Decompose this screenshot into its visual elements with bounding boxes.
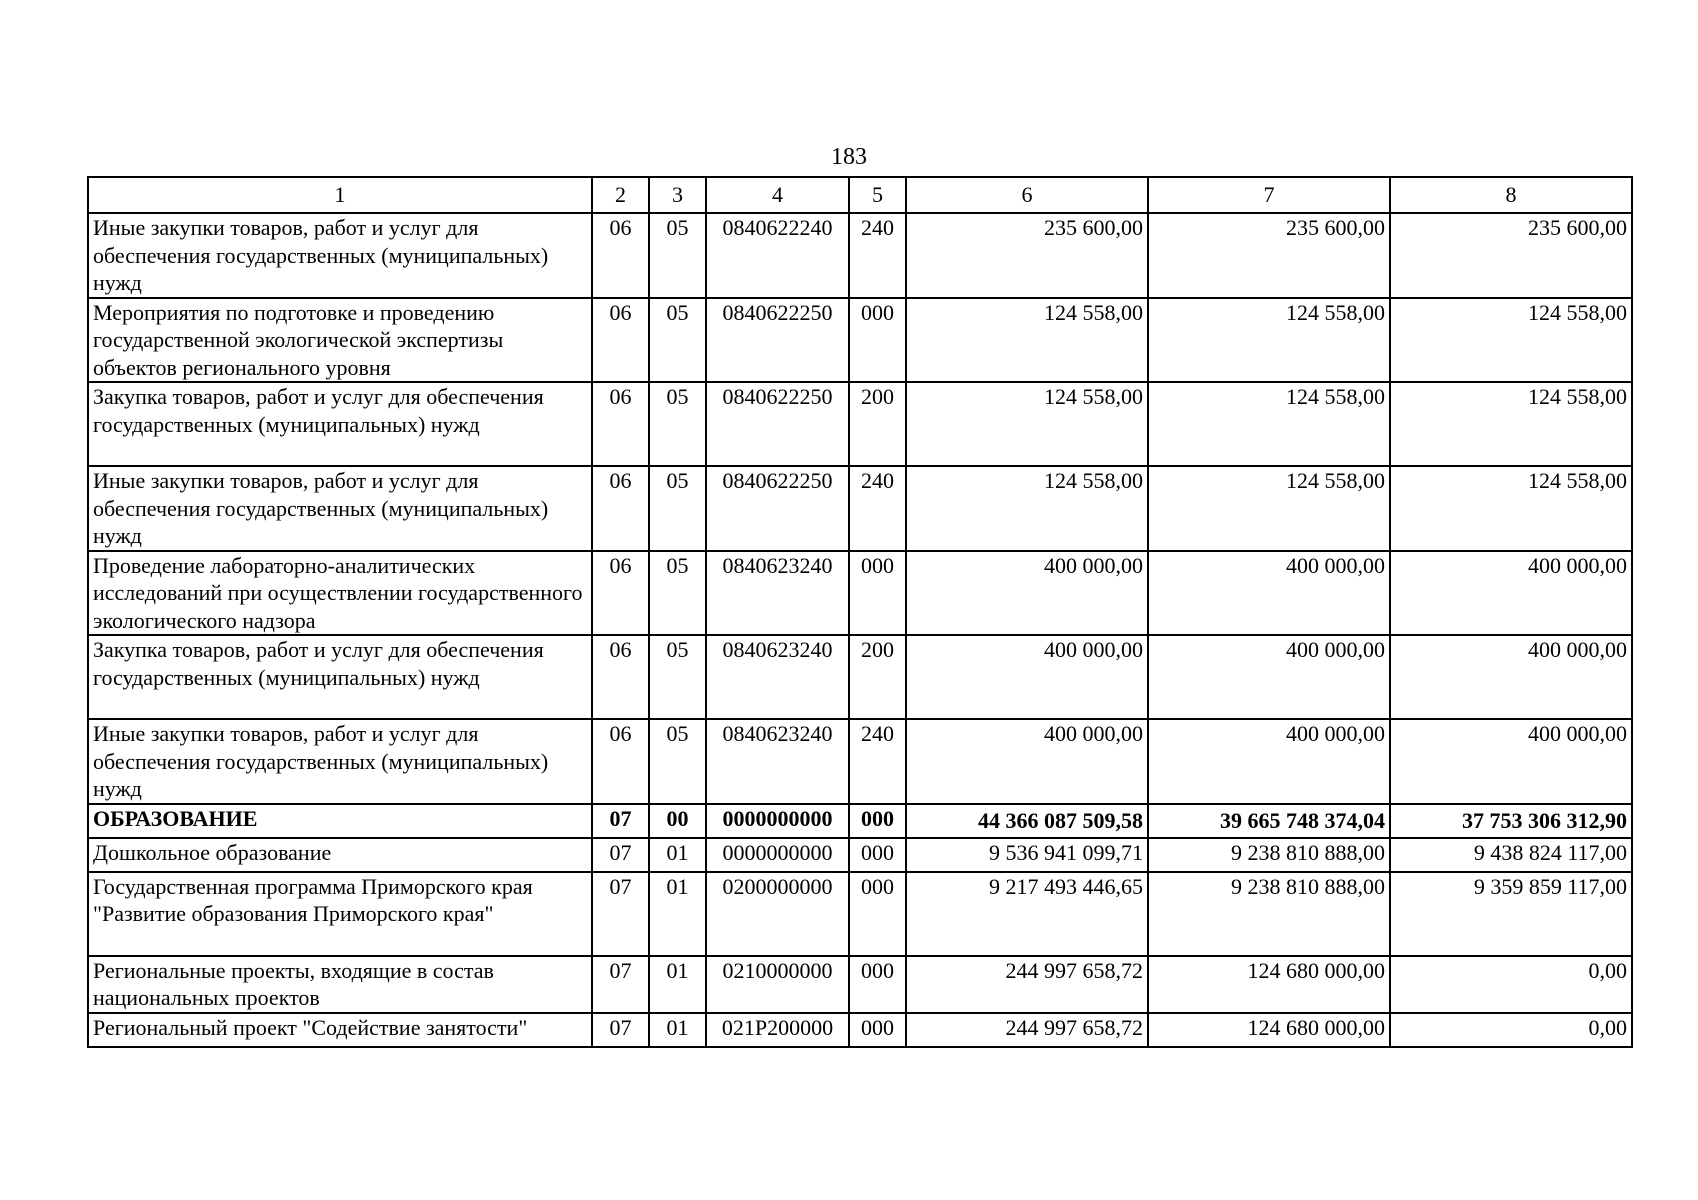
column-header: 4 xyxy=(706,177,849,213)
table-row xyxy=(88,551,1632,636)
expense-type-code: 000 xyxy=(849,298,906,383)
target-article-code: 0000000000 xyxy=(706,838,849,872)
subsection-code: 01 xyxy=(649,1013,706,1047)
amount-col-6: 9 536 941 099,71 xyxy=(906,838,1148,872)
amount-col-7: 124 558,00 xyxy=(1148,466,1390,551)
column-header: 2 xyxy=(592,177,649,213)
amount-col-7: 400 000,00 xyxy=(1148,635,1390,719)
subsection-code: 05 xyxy=(649,719,706,804)
amount-col-7: 124 558,00 xyxy=(1148,298,1390,383)
table-row xyxy=(88,466,1632,551)
budget-table xyxy=(87,176,1633,1048)
amount-col-6: 244 997 658,72 xyxy=(906,956,1148,1013)
amount-col-6: 400 000,00 xyxy=(906,635,1148,719)
expense-name: Мероприятия по подготовке и проведению государственной экологической экспертизы объектов регионального уровня xyxy=(88,298,592,383)
table-row xyxy=(88,872,1632,956)
target-article-code: 0000000000 xyxy=(706,804,849,838)
expense-type-code: 240 xyxy=(849,466,906,551)
target-article-code: 0840622240 xyxy=(706,213,849,298)
target-article-code: 021P200000 xyxy=(706,1013,849,1047)
subsection-code: 05 xyxy=(649,382,706,466)
expense-name: Иные закупки товаров, работ и услуг для обеспечения государственных (муниципальных) нужд xyxy=(88,719,592,804)
page-number: 183 xyxy=(831,144,867,170)
section-code: 07 xyxy=(592,838,649,872)
amount-col-6: 9 217 493 446,65 xyxy=(906,872,1148,956)
amount-col-8: 124 558,00 xyxy=(1390,298,1632,383)
table-row xyxy=(88,1013,1632,1047)
amount-col-8: 400 000,00 xyxy=(1390,635,1632,719)
target-article-code: 0840622250 xyxy=(706,298,849,383)
expense-name: Иные закупки товаров, работ и услуг для обеспечения государственных (муниципальных) нужд xyxy=(88,213,592,298)
subsection-code: 01 xyxy=(649,872,706,956)
section-code: 06 xyxy=(592,382,649,466)
amount-col-6: 124 558,00 xyxy=(906,382,1148,466)
table-row xyxy=(88,298,1632,383)
expense-name: Региональные проекты, входящие в состав национальных проектов xyxy=(88,956,592,1013)
expense-type-code: 240 xyxy=(849,213,906,298)
section-code: 06 xyxy=(592,213,649,298)
target-article-code: 0840623240 xyxy=(706,635,849,719)
amount-col-7: 400 000,00 xyxy=(1148,551,1390,636)
target-article-code: 0840623240 xyxy=(706,551,849,636)
expense-name: Иные закупки товаров, работ и услуг для обеспечения государственных (муниципальных) нужд xyxy=(88,466,592,551)
target-article-code: 0210000000 xyxy=(706,956,849,1013)
expense-name: Государственная программа Приморского края "Развитие образования Приморского края" xyxy=(88,872,592,956)
subsection-code: 05 xyxy=(649,213,706,298)
subsection-code: 05 xyxy=(649,551,706,636)
section-code: 07 xyxy=(592,804,649,838)
expense-name: Закупка товаров, работ и услуг для обеспечения государственных (муниципальных) нужд xyxy=(88,382,592,466)
amount-col-7: 124 680 000,00 xyxy=(1148,1013,1390,1047)
amount-col-8: 9 359 859 117,00 xyxy=(1390,872,1632,956)
amount-col-7: 235 600,00 xyxy=(1148,213,1390,298)
subsection-code: 05 xyxy=(649,635,706,719)
expense-type-code: 000 xyxy=(849,804,906,838)
amount-col-8: 0,00 xyxy=(1390,1013,1632,1047)
amount-col-6: 44 366 087 509,58 xyxy=(906,804,1148,838)
section-code: 07 xyxy=(592,956,649,1013)
target-article-code: 0840622250 xyxy=(706,466,849,551)
expense-name: Дошкольное образование xyxy=(88,838,592,872)
table-row xyxy=(88,213,1632,298)
expense-name: Региональный проект "Содействие занятости" xyxy=(88,1013,592,1047)
subsection-code: 00 xyxy=(649,804,706,838)
column-header: 6 xyxy=(906,177,1148,213)
target-article-code: 0840623240 xyxy=(706,719,849,804)
subsection-code: 01 xyxy=(649,956,706,1013)
column-header: 8 xyxy=(1390,177,1632,213)
amount-col-7: 124 680 000,00 xyxy=(1148,956,1390,1013)
amount-col-8: 9 438 824 117,00 xyxy=(1390,838,1632,872)
section-code: 06 xyxy=(592,719,649,804)
expense-type-code: 000 xyxy=(849,872,906,956)
amount-col-7: 124 558,00 xyxy=(1148,382,1390,466)
amount-col-6: 124 558,00 xyxy=(906,298,1148,383)
column-header: 3 xyxy=(649,177,706,213)
section-code: 06 xyxy=(592,298,649,383)
amount-col-8: 0,00 xyxy=(1390,956,1632,1013)
amount-col-8: 124 558,00 xyxy=(1390,466,1632,551)
amount-col-8: 124 558,00 xyxy=(1390,382,1632,466)
table-row xyxy=(88,838,1632,872)
section-code: 07 xyxy=(592,1013,649,1047)
amount-col-7: 400 000,00 xyxy=(1148,719,1390,804)
amount-col-8: 400 000,00 xyxy=(1390,719,1632,804)
column-header: 1 xyxy=(88,177,592,213)
amount-col-7: 9 238 810 888,00 xyxy=(1148,838,1390,872)
amount-col-6: 400 000,00 xyxy=(906,551,1148,636)
amount-col-7: 9 238 810 888,00 xyxy=(1148,872,1390,956)
expense-type-code: 240 xyxy=(849,719,906,804)
column-header: 7 xyxy=(1148,177,1390,213)
column-header: 5 xyxy=(849,177,906,213)
table-row xyxy=(88,956,1632,1013)
subsection-code: 01 xyxy=(649,838,706,872)
expense-type-code: 000 xyxy=(849,838,906,872)
section-code: 06 xyxy=(592,466,649,551)
section-code: 06 xyxy=(592,551,649,636)
column-number-row xyxy=(88,177,1632,213)
amount-col-6: 244 997 658,72 xyxy=(906,1013,1148,1047)
expense-name: Закупка товаров, работ и услуг для обеспечения государственных (муниципальных) нужд xyxy=(88,635,592,719)
expense-type-code: 200 xyxy=(849,635,906,719)
expense-name: ОБРАЗОВАНИЕ xyxy=(88,804,592,838)
expense-name: Проведение лабораторно-аналитических исследований при осуществлении государственного экологического надзора xyxy=(88,551,592,636)
expense-type-code: 200 xyxy=(849,382,906,466)
subsection-code: 05 xyxy=(649,298,706,383)
amount-col-8: 235 600,00 xyxy=(1390,213,1632,298)
amount-col-7: 39 665 748 374,04 xyxy=(1148,804,1390,838)
table-row xyxy=(88,635,1632,719)
table-row xyxy=(88,719,1632,804)
target-article-code: 0200000000 xyxy=(706,872,849,956)
section-code: 07 xyxy=(592,872,649,956)
amount-col-8: 37 753 306 312,90 xyxy=(1390,804,1632,838)
subsection-code: 05 xyxy=(649,466,706,551)
amount-col-6: 124 558,00 xyxy=(906,466,1148,551)
table-row xyxy=(88,804,1632,838)
amount-col-8: 400 000,00 xyxy=(1390,551,1632,636)
target-article-code: 0840622250 xyxy=(706,382,849,466)
expense-type-code: 000 xyxy=(849,551,906,636)
expense-type-code: 000 xyxy=(849,956,906,1013)
expense-type-code: 000 xyxy=(849,1013,906,1047)
amount-col-6: 400 000,00 xyxy=(906,719,1148,804)
section-code: 06 xyxy=(592,635,649,719)
amount-col-6: 235 600,00 xyxy=(906,213,1148,298)
table-row xyxy=(88,382,1632,466)
